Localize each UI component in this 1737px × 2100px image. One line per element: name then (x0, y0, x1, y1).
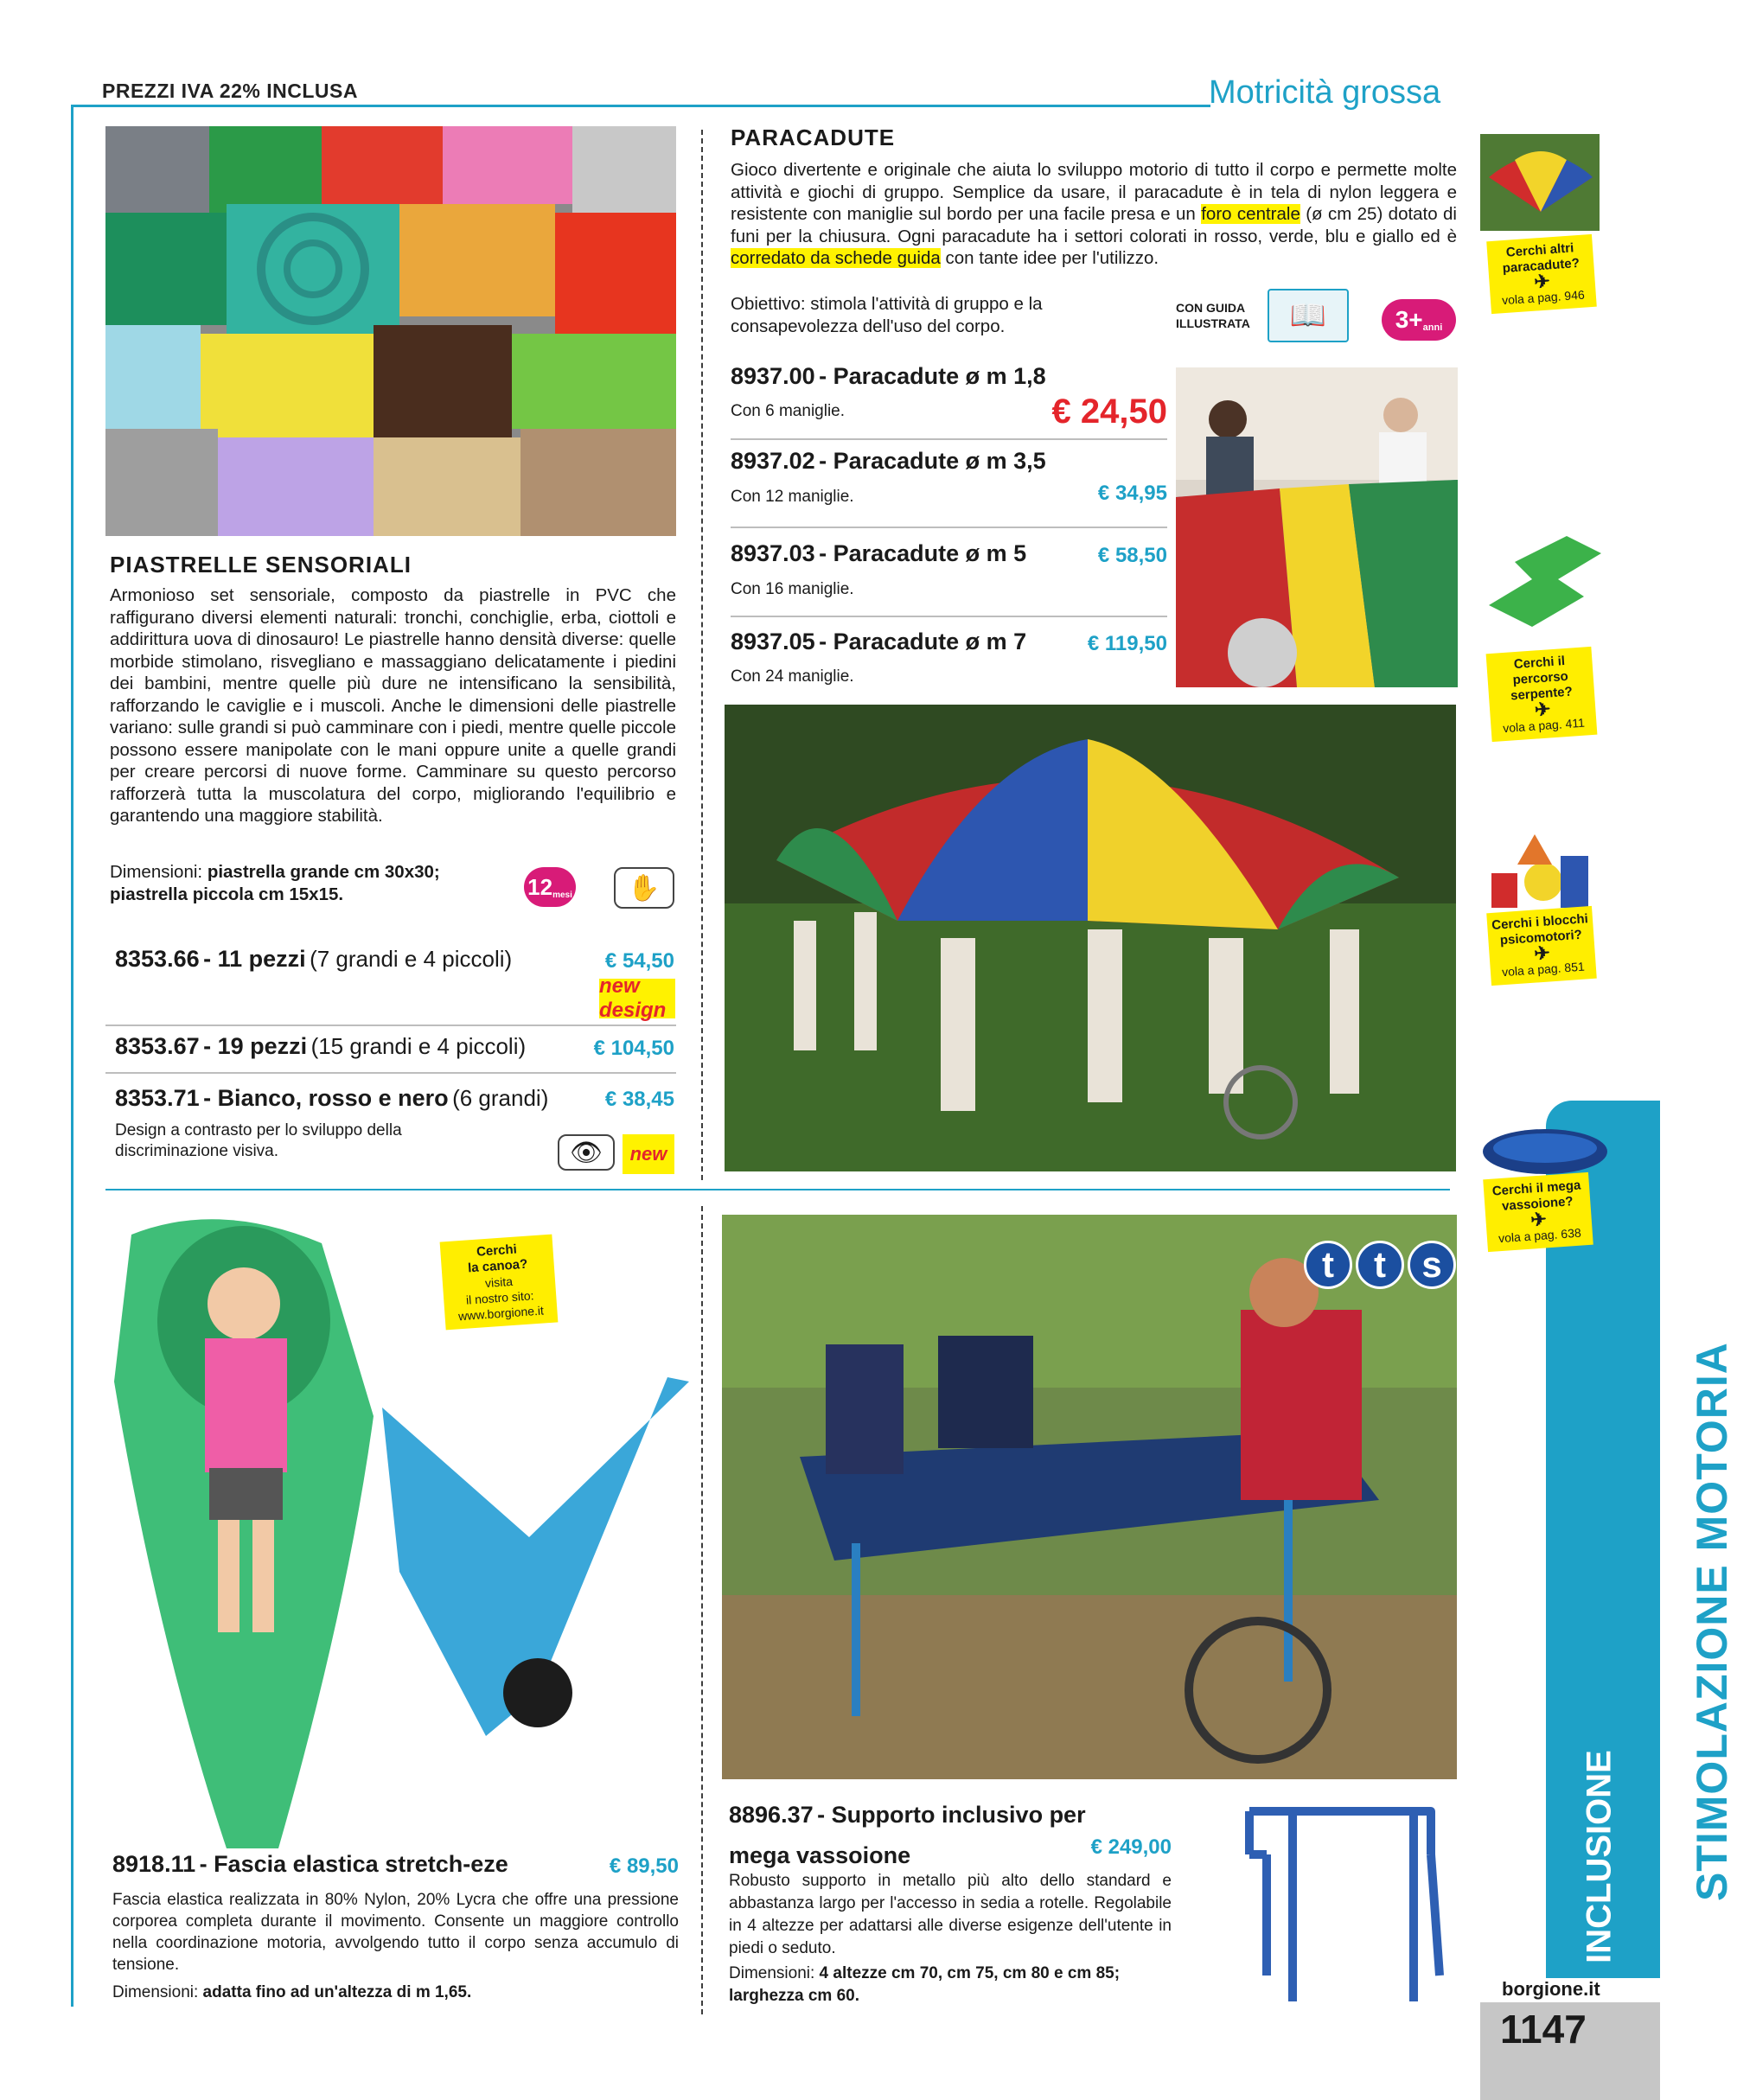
side-note-text: Cerchi i blocchi psicomotori? (1491, 911, 1589, 948)
subcategory-title: INCLUSIONE (1580, 1750, 1619, 1963)
parachute-title: PARACADUTE (731, 124, 896, 150)
parachute-item-row: 8937.03 - Paracadute ø m 5 (731, 540, 1027, 566)
stretch-band-photo (105, 1209, 693, 1853)
tiles-item-row: 8353.66 - 11 pezzi (7 grandi e 4 piccoli) (115, 946, 513, 972)
age-badge-3-years (1382, 299, 1456, 341)
item-name: 11 pezzi (217, 946, 306, 972)
blocks-thumb (1483, 830, 1595, 913)
sensory-tiles-photo (105, 126, 676, 536)
side-note (1486, 234, 1597, 314)
age-badge-12-months (524, 867, 576, 907)
parachute-description (731, 159, 1457, 270)
item-divider (731, 527, 1167, 528)
brand-letter: t (1356, 1241, 1404, 1289)
parachute-desc-1: Gioco divertente e originale che aiuta lo sviluppo motorio di tutto il corpo e permette molte attività e giochi di gruppo. Semplice da usare, il paracadute è in tela di nylon leggera e resistente con maniglie sul bordo per una facile presa e un (731, 160, 1457, 224)
parachute-item-row: 8937.00 - Paracadute ø m 1,8 (731, 363, 1046, 389)
item-name-2: mega vassoione (729, 1842, 911, 1868)
stretch-band-description: Fascia elastica realizzata in 80% Nylon, 20% Lycra che offre una pressione corporea completa durante il movimento. Consente un maggiore controllo nella coordinazione motoria, avvolgendo tutto il corpo senza accumulo di tensione. (112, 1891, 679, 1974)
canoe-note-line4: il nostro sito: (465, 1288, 535, 1307)
item-detail: (6 grandi) (452, 1085, 549, 1111)
metal-stand-illustration (1232, 1803, 1457, 2010)
brand-letter: t (1304, 1241, 1352, 1289)
item-code: 8937.00 (731, 363, 815, 389)
parachute-item-row: 8937.05 - Paracadute ø m 7 (731, 629, 1027, 654)
item-code: 8937.03 (731, 540, 815, 566)
item-detail: (7 grandi e 4 piccoli) (310, 946, 513, 972)
path-thumb (1480, 527, 1610, 631)
item-note: Design a contrasto per lo sviluppo della discriminazione visiva. (115, 1121, 402, 1160)
paper-plane-icon: ✈ (1533, 941, 1551, 965)
item-price: € 119,50 (1087, 632, 1167, 655)
age-number: 3+ (1395, 306, 1423, 333)
item-price: € 249,00 (1090, 1835, 1172, 1859)
tiles-dim-large: piastrella grande cm 30x30; (207, 862, 440, 882)
item-code: 8937.05 (731, 629, 815, 654)
tiles-title: PIASTRELLE SENSORIALI (110, 552, 412, 578)
parachute-item-row: 8937.02 - Paracadute ø m 3,5 (731, 448, 1046, 474)
parachute-desc-3: con tante idee per l'utilizzo. (945, 248, 1159, 268)
side-note (1486, 906, 1597, 986)
header-rule (71, 105, 1210, 107)
column-separator-top (701, 130, 703, 1180)
category-title: STIMOLAZIONE MOTORIA (1688, 1342, 1736, 1901)
parachute-small-photo (1176, 367, 1458, 687)
tiles-dim-small: piastrella piccola cm 15x15. (110, 884, 344, 904)
section-title: Motricità grossa (1209, 74, 1441, 111)
tray-stand-description: Robusto supporto in metallo più alto dello standard e abbastanza largo per l'accesso in sedia a rotelle. Regolabile in 4 altezze per adattarsi alle diverse esigenze dell'utente in piedi o seduto. (729, 1872, 1172, 1957)
item-price: € 58,50 (1097, 544, 1167, 567)
item-detail: (15 grandi e 4 piccoli) (310, 1033, 527, 1059)
middle-rule (105, 1189, 1450, 1190)
tiles-dimensions (110, 861, 542, 905)
highlight-guide-cards: corredato da schede guida (731, 248, 941, 268)
side-note-ref[interactable]: vola a pag. 851 (1501, 959, 1586, 980)
tts-brand-logo (1304, 1241, 1456, 1289)
item-divider (105, 1024, 676, 1026)
item-divider (731, 438, 1167, 440)
item-code: 8896.37 (729, 1802, 814, 1828)
tiles-item-row: 8353.71 - Bianco, rosso e nero (6 grandi) (115, 1085, 549, 1111)
tiles-description: Armonioso set sensoriale, composto da piastrelle in PVC che raffigurano diversi elementi naturali: tronchi, conchiglie, erba, ciottoli e addirittura uova di dinosauro! Le piastrelle hanno densità diverse: quelle morbide stimolano, risvegliano e massaggiano delicatamente i piedini dei bambini, mentre quelle più dure ne intensificano la sensibilità, rafforzando le caviglie e i muscoli. Anche le dimensioni delle piastrelle variano: sulle grandi si può camminare con i piedi, mentre quelle piccole possono essere manipolate con le mani oppure unite a quelle grandi per creare percorsi di nuove forme. Camminare su questo percorso rafforzerà tutta la muscolatura del corpo, migliorando l'equilibrio e garantendo una maggiore stabilità. (110, 585, 676, 826)
age-unit: anni (1422, 322, 1443, 333)
website[interactable]: borgione.it (1502, 1978, 1600, 2000)
brand-letter: s (1408, 1241, 1456, 1289)
item-code: 8937.02 (731, 448, 815, 474)
age-number: 12 (527, 873, 553, 900)
item-code: 8918.11 (112, 1851, 196, 1877)
stretch-band-header: 8918.11 - Fascia elastica stretch-eze (112, 1851, 508, 1877)
canoe-note-line5[interactable]: www.borgione.it (457, 1303, 545, 1324)
parachute-objective: Obiettivo: stimola l'attività di gruppo e la consapevolezza dell'uso del corpo. (731, 294, 1043, 336)
dim-value: adatta fino ad un'altezza di m 1,65. (202, 1983, 472, 2001)
tiles-dim-label: Dimensioni: (110, 862, 203, 882)
canoe-note-line1: Cerchi (476, 1241, 518, 1260)
parachute-desc-2: (ø cm 25) dotato di funi per la chiusura. Ogni paracadute ha i settori colorati in rosso, verde, blu e giallo ed è (731, 204, 1457, 246)
item-price: € 89,50 (609, 1854, 679, 1878)
dim-label: Dimensioni: (112, 1983, 199, 2001)
side-note-text: Cerchi altri paracadute? (1502, 240, 1581, 277)
age-unit: mesi (552, 890, 572, 900)
item-name: Paracadute ø m 1,8 (833, 363, 1046, 389)
item-divider (105, 1072, 676, 1074)
item-name: Paracadute ø m 5 (833, 540, 1027, 566)
item-name: Paracadute ø m 7 (833, 629, 1027, 654)
side-note (1483, 1172, 1593, 1252)
side-note-text: Cerchi il percorso serpente? (1510, 654, 1574, 704)
paper-plane-icon: ✈ (1533, 270, 1551, 293)
side-note-ref[interactable]: vola a pag. 638 (1498, 1225, 1582, 1246)
canoe-note-line3: visita (484, 1273, 514, 1291)
new-design-badge: new design (599, 979, 675, 1018)
item-price: € 104,50 (593, 1037, 674, 1060)
item-price: € 54,50 (604, 949, 674, 973)
tray-stand-photo (722, 1215, 1457, 1779)
side-note-ref[interactable]: vola a pag. 411 (1502, 715, 1586, 736)
item-name: Bianco, rosso e nero (217, 1085, 449, 1111)
side-note-ref[interactable]: vola a pag. 946 (1501, 287, 1586, 308)
canoe-note-line2: la canoa? (467, 1256, 528, 1276)
item-price: € 34,95 (1097, 482, 1167, 505)
side-note (1486, 647, 1598, 742)
dim-label: Dimensioni: (729, 1964, 815, 1982)
item-code: 8353.67 (115, 1033, 200, 1059)
item-sub: Con 16 maniglie. (731, 580, 854, 598)
eye-icon: 👁 (558, 1134, 615, 1171)
parachute-group-photo (725, 705, 1456, 1171)
tray-thumb (1480, 1126, 1610, 1178)
tray-stand-dimensions (729, 1963, 1172, 2007)
guide-label: CON GUIDA ILLUSTRATA (1176, 301, 1250, 330)
side-note-text: Cerchi il mega vassoione? (1491, 1178, 1581, 1214)
dim-value: 4 altezze cm 70, cm 75, cm 80 e cm 85; larghezza cm 60. (729, 1964, 1121, 2005)
item-name: 19 pezzi (217, 1033, 308, 1059)
vat-notice: PREZZI IVA 22% INCLUSA (102, 80, 358, 102)
item-divider (731, 616, 1167, 617)
item-sub: Con 24 maniglie. (731, 667, 854, 686)
parachute-thumb (1480, 134, 1600, 231)
item-price-highlight: € 24,50 (1051, 393, 1167, 431)
paper-plane-icon: ✈ (1534, 698, 1552, 721)
item-sub: Con 12 maniglie. (731, 488, 854, 506)
stretch-band-dimensions (112, 1982, 679, 2003)
book-icon: 📖 (1268, 289, 1349, 342)
page-number: 1147 (1500, 2007, 1587, 2052)
highlight-central-hole: foro centrale (1201, 204, 1300, 224)
column-separator-bottom (701, 1206, 703, 2014)
left-rule (71, 105, 73, 2007)
hand-icon: ✋ (614, 867, 674, 909)
item-code: 8353.71 (115, 1085, 200, 1111)
item-name: Fascia elastica stretch-eze (214, 1851, 508, 1877)
tiles-item-row: 8353.67 - 19 pezzi (15 grandi e 4 piccoli) (115, 1033, 527, 1059)
tray-stand-header: 8896.37 - Supporto inclusivo per mega vassoione (729, 1802, 1086, 1868)
item-sub: Con 6 maniglie. (731, 402, 846, 420)
paper-plane-icon: ✈ (1529, 1208, 1548, 1231)
canoe-note (440, 1235, 559, 1331)
item-code: 8353.66 (115, 946, 200, 972)
item-price: € 38,45 (604, 1088, 674, 1111)
item-name-1: Supporto inclusivo per (831, 1802, 1086, 1828)
item-name: Paracadute ø m 3,5 (833, 448, 1046, 474)
new-badge: new (623, 1134, 674, 1174)
